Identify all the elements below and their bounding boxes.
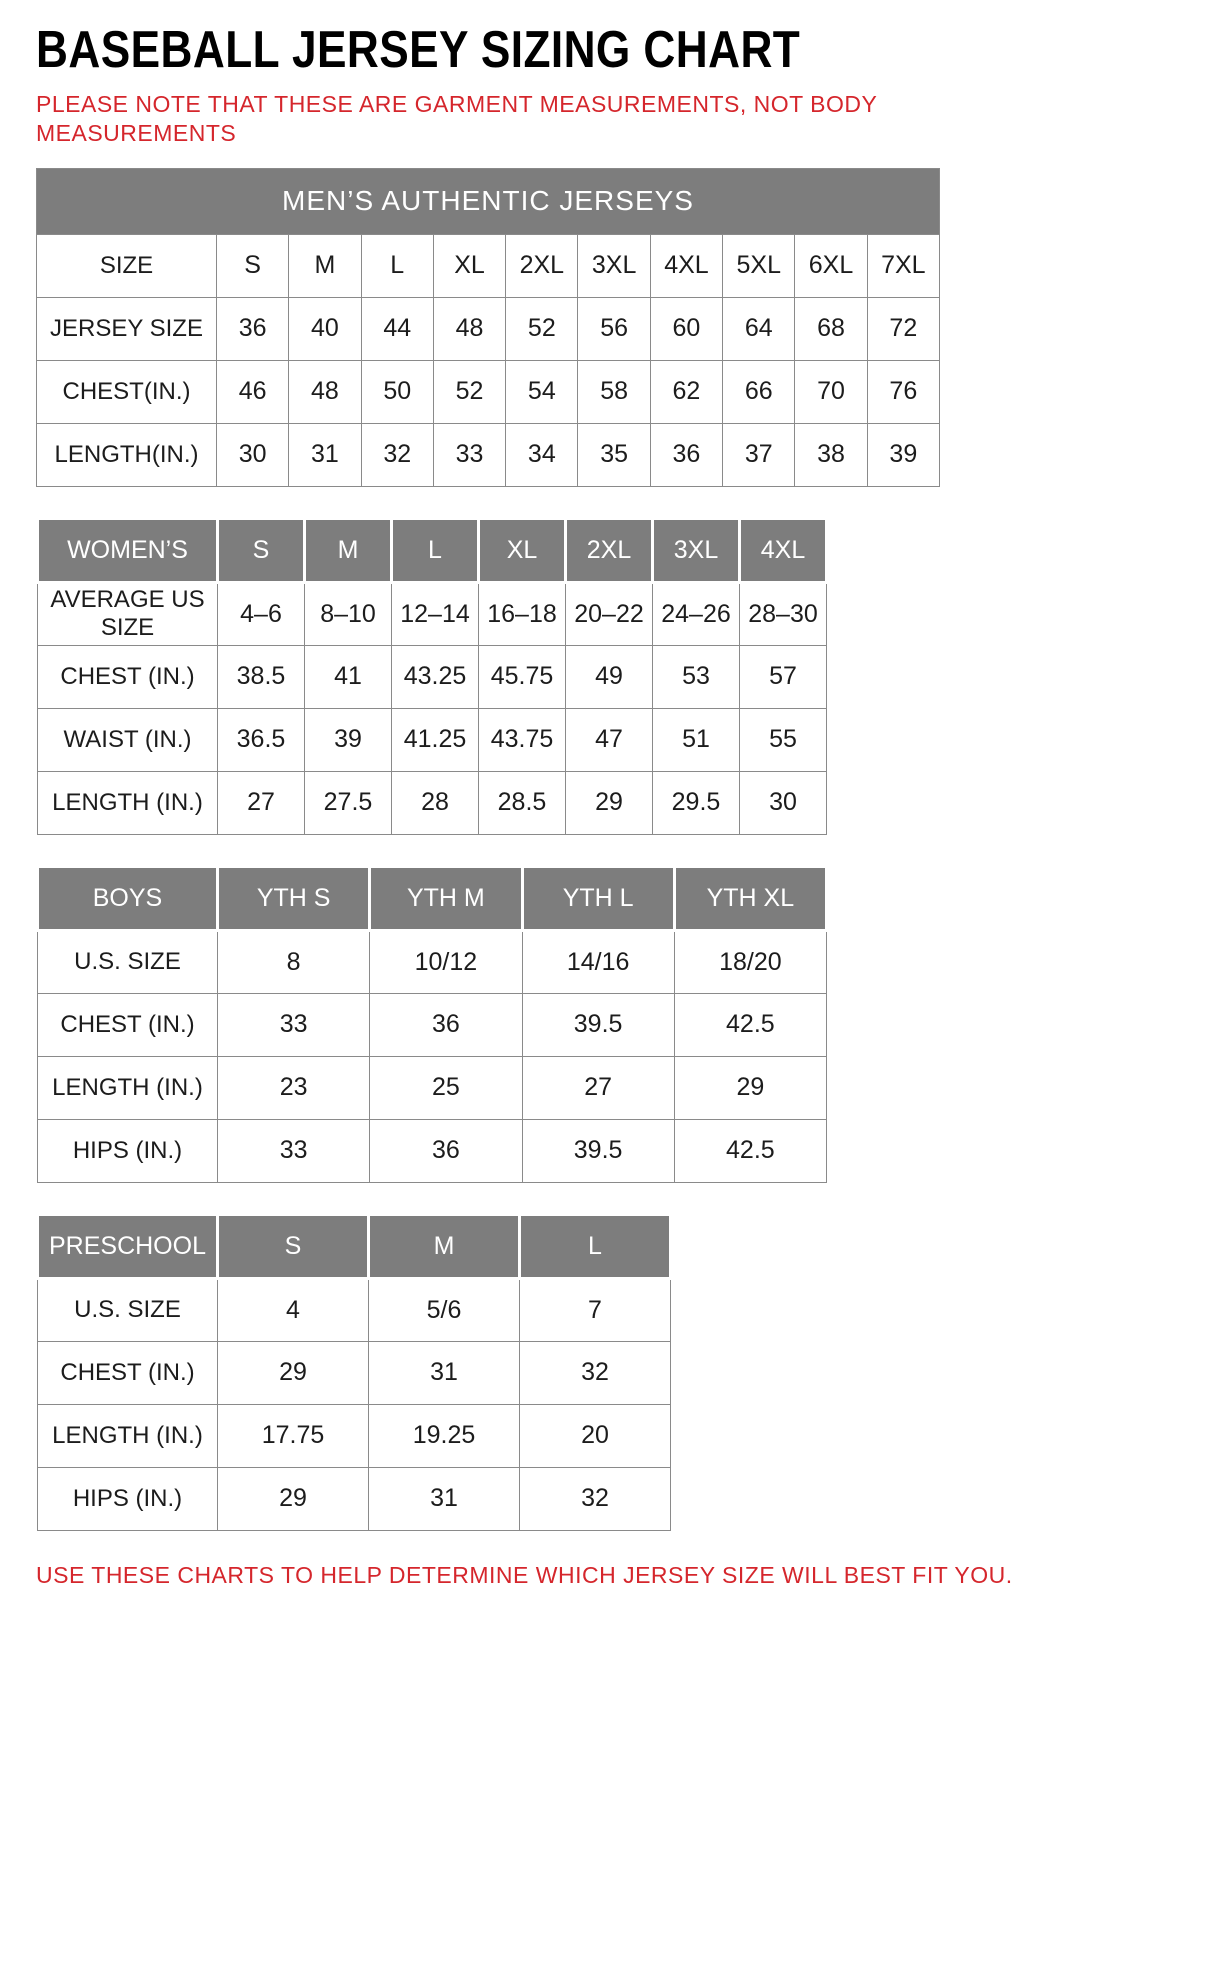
value-cell: 5XL	[723, 234, 795, 297]
value-cell: 12–14	[392, 582, 479, 645]
table-row	[37, 234, 940, 297]
value-cell: 16–18	[479, 582, 566, 645]
womens-table	[36, 517, 828, 835]
value-cell: 35	[578, 423, 650, 486]
value-cell: 17.75	[218, 1404, 369, 1467]
value-cell: 20–22	[566, 582, 653, 645]
value-cell: 43.75	[479, 708, 566, 771]
value-cell: 29.5	[653, 771, 740, 834]
value-cell: 28.5	[479, 771, 566, 834]
size-header-cell: M	[369, 1214, 520, 1278]
value-cell: 6XL	[795, 234, 867, 297]
value-cell: S	[217, 234, 289, 297]
value-cell: 4	[218, 1278, 369, 1341]
size-header-cell: 4XL	[740, 518, 827, 582]
value-cell: L	[361, 234, 433, 297]
value-cell: 30	[740, 771, 827, 834]
table-row	[37, 423, 940, 486]
value-cell: 58	[578, 360, 650, 423]
value-cell: 3XL	[578, 234, 650, 297]
fit-advice-note: USE THESE CHARTS TO HELP DETERMINE WHICH JERSEY SIZE WILL BEST FIT YOU.	[36, 1561, 1013, 1588]
value-cell: 33	[433, 423, 505, 486]
table-row	[38, 993, 827, 1056]
mens-jerseys-table	[36, 168, 940, 487]
size-header-cell: S	[218, 518, 305, 582]
table-title-cell: WOMEN’S	[38, 518, 218, 582]
size-header-cell: L	[520, 1214, 671, 1278]
header-row	[38, 518, 827, 582]
value-cell: 8–10	[305, 582, 392, 645]
value-cell: 29	[218, 1467, 369, 1530]
row-label: U.S. SIZE	[38, 930, 218, 993]
value-cell: 34	[506, 423, 578, 486]
value-cell: 29	[674, 1056, 826, 1119]
value-cell: 4XL	[650, 234, 722, 297]
table-row	[38, 1467, 671, 1530]
value-cell: 39	[867, 423, 939, 486]
value-cell: 72	[867, 297, 939, 360]
value-cell: 36	[650, 423, 722, 486]
value-cell: 31	[289, 423, 361, 486]
value-cell: 24–26	[653, 582, 740, 645]
value-cell: 56	[578, 297, 650, 360]
value-cell: 55	[740, 708, 827, 771]
row-label: CHEST (IN.)	[38, 1341, 218, 1404]
value-cell: 28–30	[740, 582, 827, 645]
value-cell: 41.25	[392, 708, 479, 771]
value-cell: 53	[653, 645, 740, 708]
value-cell: 27	[218, 771, 305, 834]
value-cell: 43.25	[392, 645, 479, 708]
value-cell: 44	[361, 297, 433, 360]
table-row	[38, 1056, 827, 1119]
value-cell: 29	[566, 771, 653, 834]
value-cell: 48	[289, 360, 361, 423]
size-header-cell: M	[305, 518, 392, 582]
value-cell: 47	[566, 708, 653, 771]
table-row	[38, 771, 827, 834]
value-cell: 36	[370, 993, 522, 1056]
size-header-cell: S	[218, 1214, 369, 1278]
value-cell: 37	[723, 423, 795, 486]
row-label: CHEST(IN.)	[37, 360, 217, 423]
table-row	[38, 582, 827, 645]
size-header-cell: 3XL	[653, 518, 740, 582]
table-row	[37, 360, 940, 423]
boys-table	[36, 865, 828, 1183]
value-cell: 4–6	[218, 582, 305, 645]
value-cell: 31	[369, 1467, 520, 1530]
value-cell: 25	[370, 1056, 522, 1119]
value-cell: 19.25	[369, 1404, 520, 1467]
value-cell: XL	[433, 234, 505, 297]
value-cell: 62	[650, 360, 722, 423]
value-cell: 66	[723, 360, 795, 423]
table-title-cell: PRESCHOOL	[38, 1214, 218, 1278]
value-cell: 38	[795, 423, 867, 486]
value-cell: 38.5	[218, 645, 305, 708]
garment-measurements-note: PLEASE NOTE THAT THESE ARE GARMENT MEASUREMENTS, NOT BODY MEASUREMENTS	[36, 91, 877, 146]
value-cell: 27.5	[305, 771, 392, 834]
page-title: BASEBALL JERSEY SIZING CHART	[36, 21, 801, 79]
value-cell: 5/6	[369, 1278, 520, 1341]
size-header-cell: YTH XL	[674, 866, 826, 930]
value-cell: 33	[218, 993, 370, 1056]
value-cell: 20	[520, 1404, 671, 1467]
table-row	[38, 930, 827, 993]
size-header-cell: L	[392, 518, 479, 582]
value-cell: 36	[370, 1119, 522, 1182]
size-header-cell: YTH L	[522, 866, 674, 930]
table-row	[38, 708, 827, 771]
value-cell: 27	[522, 1056, 674, 1119]
row-label: LENGTH(IN.)	[37, 423, 217, 486]
table-row	[38, 1119, 827, 1182]
value-cell: 50	[361, 360, 433, 423]
value-cell: 32	[520, 1467, 671, 1530]
value-cell: 76	[867, 360, 939, 423]
value-cell: 2XL	[506, 234, 578, 297]
row-label: CHEST (IN.)	[38, 993, 218, 1056]
value-cell: 42.5	[674, 993, 826, 1056]
value-cell: 46	[217, 360, 289, 423]
row-label: HIPS (IN.)	[38, 1119, 218, 1182]
value-cell: 45.75	[479, 645, 566, 708]
row-label: LENGTH (IN.)	[38, 1056, 218, 1119]
row-label: WAIST (IN.)	[38, 708, 218, 771]
value-cell: 42.5	[674, 1119, 826, 1182]
value-cell: 31	[369, 1341, 520, 1404]
value-cell: M	[289, 234, 361, 297]
value-cell: 49	[566, 645, 653, 708]
value-cell: 60	[650, 297, 722, 360]
value-cell: 33	[218, 1119, 370, 1182]
value-cell: 32	[361, 423, 433, 486]
value-cell: 36	[217, 297, 289, 360]
value-cell: 29	[218, 1341, 369, 1404]
table-row	[38, 1278, 671, 1341]
value-cell: 7XL	[867, 234, 939, 297]
row-label: SIZE	[37, 234, 217, 297]
value-cell: 18/20	[674, 930, 826, 993]
row-label: U.S. SIZE	[38, 1278, 218, 1341]
size-header-cell: XL	[479, 518, 566, 582]
table-row	[38, 1341, 671, 1404]
value-cell: 54	[506, 360, 578, 423]
value-cell: 39.5	[522, 993, 674, 1056]
value-cell: 36.5	[218, 708, 305, 771]
value-cell: 14/16	[522, 930, 674, 993]
row-label: AVERAGE US SIZE	[38, 582, 218, 645]
value-cell: 8	[218, 930, 370, 993]
table-row	[37, 297, 940, 360]
table-row	[38, 1404, 671, 1467]
row-label: LENGTH (IN.)	[38, 771, 218, 834]
size-header-cell: YTH M	[370, 866, 522, 930]
banner-row	[37, 168, 940, 234]
value-cell: 7	[520, 1278, 671, 1341]
value-cell: 70	[795, 360, 867, 423]
value-cell: 68	[795, 297, 867, 360]
header-row	[38, 1214, 671, 1278]
value-cell: 32	[520, 1341, 671, 1404]
value-cell: 64	[723, 297, 795, 360]
value-cell: 52	[433, 360, 505, 423]
value-cell: 30	[217, 423, 289, 486]
value-cell: 51	[653, 708, 740, 771]
value-cell: 39	[305, 708, 392, 771]
size-header-cell: YTH S	[218, 866, 370, 930]
value-cell: 41	[305, 645, 392, 708]
row-label: CHEST (IN.)	[38, 645, 218, 708]
value-cell: 39.5	[522, 1119, 674, 1182]
size-header-cell: 2XL	[566, 518, 653, 582]
row-label: HIPS (IN.)	[38, 1467, 218, 1530]
value-cell: 48	[433, 297, 505, 360]
table-banner: MEN’S AUTHENTIC JERSEYS	[37, 168, 940, 234]
value-cell: 52	[506, 297, 578, 360]
value-cell: 10/12	[370, 930, 522, 993]
header-row	[38, 866, 827, 930]
value-cell: 23	[218, 1056, 370, 1119]
value-cell: 28	[392, 771, 479, 834]
row-label: JERSEY SIZE	[37, 297, 217, 360]
preschool-table	[36, 1213, 672, 1531]
table-row	[38, 645, 827, 708]
row-label: LENGTH (IN.)	[38, 1404, 218, 1467]
value-cell: 40	[289, 297, 361, 360]
table-title-cell: BOYS	[38, 866, 218, 930]
value-cell: 57	[740, 645, 827, 708]
